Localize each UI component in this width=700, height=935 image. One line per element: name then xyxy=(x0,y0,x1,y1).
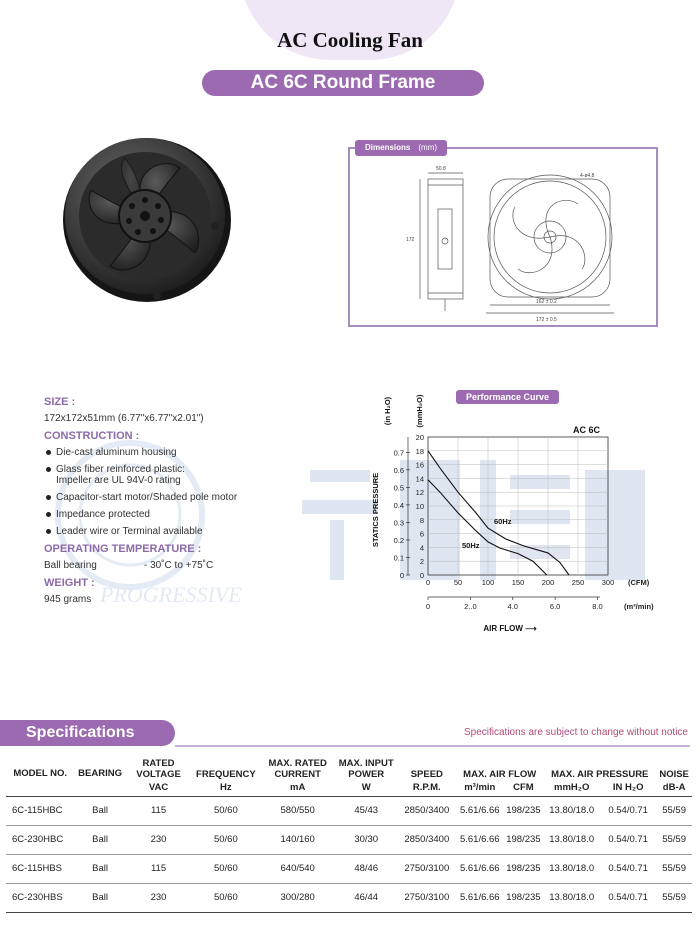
y-axis-label: STATICS PRESSURE xyxy=(371,472,380,548)
table-cell: 6C-230HBS xyxy=(6,883,74,912)
y-tick-label-mmh2o: 0 xyxy=(419,571,424,580)
watermark-text: PROGRESSIVE xyxy=(100,582,242,607)
table-cell: 300/280 xyxy=(260,883,334,912)
construction-item: Die-cast aluminum housing xyxy=(56,447,177,458)
unit-cfm: CFM xyxy=(504,780,544,796)
table-cell: 0.54/0.71 xyxy=(600,825,656,854)
y-tick-label-inh2o: 0.2 xyxy=(393,535,404,545)
fan-product-photo xyxy=(55,128,235,308)
specifications-table xyxy=(6,752,692,913)
list-item xyxy=(44,492,344,503)
y-tick-label-inh2o: 0.7 xyxy=(393,448,404,458)
operating-temperature-key: Ball bearing xyxy=(44,560,97,571)
table-cell: 55/59 xyxy=(656,883,692,912)
operating-temperature-heading: OPERATING TEMPERATURE : xyxy=(44,543,202,555)
table-row xyxy=(6,854,692,883)
x-tick-label-m3min: 6.0 xyxy=(549,602,561,611)
table-cell: 50/60 xyxy=(191,883,260,912)
y-tick-label-mmh2o: 12 xyxy=(415,488,424,498)
col-speed: SPEED xyxy=(410,769,443,780)
y-tick-label-mmh2o: 14 xyxy=(415,474,424,484)
x-tick-label-cfm: 100 xyxy=(481,578,495,587)
performance-curve-title: Performance Curve xyxy=(456,390,559,404)
table-cell: Ball xyxy=(74,883,125,912)
list-item xyxy=(44,447,344,458)
unit-hz: Hz xyxy=(191,780,260,796)
y-tick-label-inh2o: 0.4 xyxy=(393,500,404,510)
x-tick-label-cfm: 300 xyxy=(601,578,615,587)
y-tick-label-inh2o: 0.6 xyxy=(393,465,404,475)
table-cell: 140/160 xyxy=(260,825,334,854)
table-cell: 5.61/6.66 xyxy=(456,854,503,883)
y-tick-label-mmh2o: 16 xyxy=(415,460,424,470)
series-label-50hz: 50Hz xyxy=(462,540,480,550)
unit-inh2o: IN H₂O xyxy=(600,780,656,796)
unit-rpm: R.P.M. xyxy=(398,780,457,796)
table-cell: 55/59 xyxy=(656,825,692,854)
construction-item: Impedance protected xyxy=(56,509,150,520)
dimensions-drawing xyxy=(350,149,656,325)
table-cell: Ball xyxy=(74,825,125,854)
x-tick-label-m3min: 0 xyxy=(425,602,431,611)
list-item xyxy=(44,509,344,520)
spec-summary xyxy=(44,392,344,611)
col-noise: NOISE xyxy=(659,769,689,780)
col-max-air-flow: MAX. AIR FLOW xyxy=(463,769,537,780)
y-tick-label-inh2o: 0 xyxy=(399,571,404,580)
page-title: AC Cooling Fan xyxy=(277,28,423,52)
table-cell: 230 xyxy=(126,825,191,854)
col-frequency: FREQUENCY xyxy=(196,769,256,780)
bullet-icon xyxy=(46,450,51,455)
table-row xyxy=(6,825,692,854)
dimensions-tab-label: Dimensions xyxy=(365,143,411,152)
y-tick-label-mmh2o: 10 xyxy=(415,502,424,511)
table-cell: 50/60 xyxy=(191,796,260,825)
specifications-banner: Specifications xyxy=(0,720,175,746)
table-cell: 45/43 xyxy=(335,796,398,825)
table-cell: 0.54/0.71 xyxy=(600,854,656,883)
dim-inner-width-label: 162 ± 0.2 xyxy=(536,299,557,305)
x-tick-label-cfm: 0 xyxy=(425,578,431,587)
construction-item: Leader wire or Terminal available xyxy=(56,526,203,537)
unit-dba: dB-A xyxy=(656,780,692,796)
change-notice: Specifications are subject to change without notice xyxy=(463,727,688,738)
construction-heading: CONSTRUCTION : xyxy=(44,430,140,442)
size-value: 172x172x51mm (6.77"x6.77"x2.01") xyxy=(44,413,204,424)
table-cell: 2750/3100 xyxy=(398,883,457,912)
col-max-rated-current: MAX. RATED CURRENT xyxy=(268,758,327,780)
table-cell: 13.80/18.0 xyxy=(543,854,600,883)
y-tick-label-mmh2o: 6 xyxy=(419,529,424,539)
bullet-icon xyxy=(46,467,51,472)
table-cell: 48/46 xyxy=(335,854,398,883)
x-unit-cfm: (CFM) xyxy=(628,578,650,587)
bullet-icon xyxy=(46,495,51,500)
table-cell: Ball xyxy=(74,854,125,883)
dimensions-tab-unit: (mm) xyxy=(418,143,437,152)
weight-value: 945 grams xyxy=(44,594,92,605)
x-tick-label-m3min: 4.0 xyxy=(507,602,518,611)
table-cell: 198/235 xyxy=(504,825,544,854)
table-cell: 230 xyxy=(126,883,191,912)
specifications-rule xyxy=(175,745,690,747)
table-cell: 5.61/6.66 xyxy=(456,883,503,912)
y-tick-label-inh2o: 0.5 xyxy=(393,483,404,493)
x-tick-label-m3min: 2..0 xyxy=(464,602,477,611)
table-cell: 2850/3400 xyxy=(398,796,457,825)
operating-temperature-row xyxy=(44,560,344,571)
table-cell: 198/235 xyxy=(504,796,544,825)
table-cell: 580/550 xyxy=(260,796,334,825)
table-row xyxy=(6,796,692,825)
table-cell: 640/540 xyxy=(260,854,334,883)
page-subtitle: AC 6C Round Frame xyxy=(202,70,484,96)
unit-m3min: m³/min xyxy=(456,780,503,796)
chart-model-label: AC 6C xyxy=(572,425,600,435)
y-tick-label-mmh2o: 20 xyxy=(415,433,424,442)
x-unit-m3min: (m³/min) xyxy=(624,602,654,611)
x-tick-label-cfm: 250 xyxy=(571,578,585,587)
dimensions-panel xyxy=(348,147,658,327)
table-cell: 13.80/18.0 xyxy=(543,796,600,825)
table-cell: 115 xyxy=(126,854,191,883)
table-cell: 30/30 xyxy=(335,825,398,854)
y-tick-label-inh2o: 0.3 xyxy=(393,518,404,528)
col-rated-voltage: RATED VOLTAGE xyxy=(136,758,181,780)
table-cell: 55/59 xyxy=(656,854,692,883)
size-heading: SIZE : xyxy=(44,396,76,408)
table-cell: 2850/3400 xyxy=(398,825,457,854)
table-cell: 0.54/0.71 xyxy=(600,796,656,825)
bullet-icon xyxy=(46,512,51,517)
table-cell: 198/235 xyxy=(504,854,544,883)
performance-chart xyxy=(360,385,690,640)
table-cell: 2750/3100 xyxy=(398,854,457,883)
y-unit-inh2o: (in H₂O) xyxy=(383,396,392,426)
operating-temperature-value: - 30˚C to +75˚C xyxy=(144,560,214,571)
dim-outer-width-label: 172 ± 0.5 xyxy=(536,317,557,323)
table-header-row xyxy=(6,752,692,780)
col-model: MODEL NO. xyxy=(6,752,74,796)
unit-vac: VAC xyxy=(126,780,191,796)
table-cell: 50/60 xyxy=(191,825,260,854)
list-item xyxy=(44,464,344,486)
x-tick-label-cfm: 50 xyxy=(453,578,463,587)
col-max-input-power: MAX. INPUT POWER xyxy=(338,758,394,780)
y-tick-label-mmh2o: 2 xyxy=(419,557,424,567)
table-cell: 198/235 xyxy=(504,883,544,912)
y-tick-label-mmh2o: 8 xyxy=(419,515,424,525)
table-row xyxy=(6,883,692,912)
y-unit-mmh2o: (mmH₂O) xyxy=(415,394,424,428)
table-cell: 55/59 xyxy=(656,796,692,825)
table-cell: 50/60 xyxy=(191,854,260,883)
y-tick-label-mmh2o: 18 xyxy=(415,446,424,456)
dim-depth-label: 50.8 xyxy=(436,166,446,172)
table-cell: 5.61/6.66 xyxy=(456,796,503,825)
x-tick-label-cfm: 200 xyxy=(541,578,555,587)
table-cell: 13.80/18.0 xyxy=(543,883,600,912)
weight-heading: WEIGHT : xyxy=(44,577,95,589)
unit-w: W xyxy=(335,780,398,796)
x-axis-label: AIR FLOW ⟶ xyxy=(483,624,537,633)
y-tick-label-mmh2o: 4 xyxy=(419,543,424,553)
construction-item: Glass fiber reinforced plastic: xyxy=(56,464,185,475)
x-tick-label-m3min: 8.0 xyxy=(592,602,603,611)
col-bearing: BEARING xyxy=(74,752,125,796)
unit-ma: mA xyxy=(260,780,334,796)
series-label-60hz: 60Hz xyxy=(494,517,512,527)
bullet-icon xyxy=(46,529,51,534)
list-item xyxy=(44,526,344,537)
table-cell: 6C-115HBC xyxy=(6,796,74,825)
dim-hole-label: 4-ø4.8 xyxy=(580,173,595,179)
construction-list xyxy=(44,447,344,537)
table-cell: 6C-230HBC xyxy=(6,825,74,854)
table-cell: 0.54/0.71 xyxy=(600,883,656,912)
x-tick-label-cfm: 150 xyxy=(511,578,525,587)
dim-height-label: 172 xyxy=(406,237,415,243)
dimensions-tab xyxy=(355,140,447,156)
table-cell: Ball xyxy=(74,796,125,825)
table-cell: 13.80/18.0 xyxy=(543,825,600,854)
table-cell: 6C-115HBS xyxy=(6,854,74,883)
table-cell: 46/44 xyxy=(335,883,398,912)
construction-item-continued: Impeller are UL 94V-0 rating xyxy=(56,475,181,486)
col-max-air-pressure: MAX. AIR PRESSURE xyxy=(551,769,649,780)
table-cell: 5.61/6.66 xyxy=(456,825,503,854)
table-cell: 115 xyxy=(126,796,191,825)
y-tick-label-inh2o: 0.1 xyxy=(393,553,404,563)
unit-mmh2o: mmH₂O xyxy=(543,780,600,796)
construction-item: Capacitor-start motor/Shaded pole motor xyxy=(56,492,238,503)
